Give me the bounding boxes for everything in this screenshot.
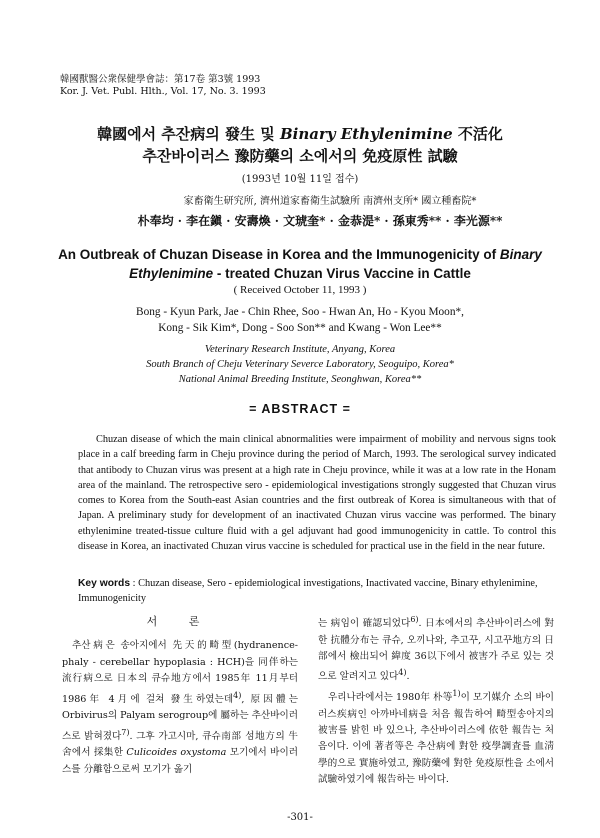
keywords-text: : Chuzan disease, Sero - epidemiological investigations, Inactivated vaccine, Binary ethylenimine, Immunogenicity xyxy=(78,578,538,605)
korean-affiliation: 家畜衛生研究所, 濟州道家畜衛生試驗所 南濟州支所* 國立種畜院* xyxy=(183,196,477,207)
english-title-line1: An Outbreak of Chuzan Disease in Korea and the Immunogenicity of Binary xyxy=(58,247,542,262)
keywords xyxy=(78,576,556,607)
korean-received-date: (1993년 10월 11일 접수) xyxy=(241,174,359,185)
affiliation-1: Veterinary Research Institute, Anyang, Korea xyxy=(204,344,396,355)
left-column xyxy=(62,608,298,778)
keywords-label: Key words xyxy=(78,578,131,589)
affiliation-3: National Animal Breeding Institute, Seonghwan, Korea** xyxy=(178,374,422,385)
section-heading: 서 론 xyxy=(146,615,214,628)
english-authors-line2: Kong - Sik Kim*, Dong - Soo Son** and Kwang - Won Lee** xyxy=(158,322,442,334)
journal-line-korean: 韓國獸醫公衆保健學會誌：第17卷 第3號 1993 xyxy=(60,74,261,85)
left-column-paragraph: 추산病은 송아지에서 先天的畸型(hydranence-phaly - cerebellar hypoplasia : HCH)을 同伴하는 流行病으로 日本의 큐슈地方에서 1985年 11月부터 1986年 4月에 걸쳐 發生하였는데$^{4)}$, 原因體는 Orbivirus의 Palyam serogroup에 屬하는 추산바이러스로 밝혀졌다$^{7)}$. 그후 가고시마, 큐슈南部 섬地方의 牛舍에서 採集한 Culicoides oxystoma 모기에서 바이러스를 分離함으로써 모기가 옮기 xyxy=(62,640,299,775)
english-received-date: ( Received October 11, 1993 ) xyxy=(233,284,367,296)
abstract-body: Chuzan disease of which the main clinical abnormalities were impairment of mobility and nervous signs took place in a calf breeding farm in Cheju province during the period of March, 1993. The serological survey indicated that antibody to Chuzan virus was present at a high rate in Cheju province, while it was at a low rate in the Honam area of the mainland. The retrospective sero - epidemiological investigations strongly suggested that Chuzan virus comes to Korea from the South-east Asian countries and the first outbreak of Korea is simultaneous with that of Japan. A preliminary study for development of an inactivated Chuzan virus vaccine was performed. The binary ethylenimine treated-tissue culture fluid with a gel adjuvant had good immunogenicity in cattle. To control this disease in Korea, an inactivated Chuzan virus vaccine is scheduled for practical use in the field in the near future. xyxy=(78,434,556,553)
page-number: -301- xyxy=(287,812,313,823)
right-column xyxy=(318,612,554,789)
right-column-paragraph-1: 는 病임이 確認되었다$^{6)}$. 日本에서의 추산바이러스에 對한 抗體分布는 큐슈, 오끼나와, 추고꾸, 시고꾸地方의 日部에서 檢出되어 緯度 36以下에서 被害가 주로 있는 것으로 알려지고 있다$^{4)}$. xyxy=(318,615,554,683)
english-authors-line1: Bong - Kyun Park, Jae - Chin Rhee, Soo - Hwan An, Ho - Kyou Moon*, xyxy=(136,306,464,318)
right-column-paragraph-2: 우리나라에서는 1980年 朴等$^{1)}$이 모기媒介 소의 바이러스疾病인 아까바네病을 처음 報告하여 畸型송아지의 被害를 밝힌 바 있으나, 추산바이러스에 依한 報告는 처음이다. 이에 著者等은 추산病에 對한 疫學調査를 血淸學的으로 實施하였고, 豫防藥에 對한 免疫原性을 소에서 試驗하였기에 報告하는 바이다. xyxy=(318,689,554,786)
korean-title-line2: 추잔바이러스 豫防藥의 소에서의 免疫原性 試驗 xyxy=(142,147,458,165)
affiliation-2: South Branch of Cheju Veterinary Severce Laboratory, Seoguipo, Korea* xyxy=(146,359,454,370)
korean-title-line1: 韓國에서 추잔病의 發生 및 Binary Ethylenimine 不活化 xyxy=(97,125,503,143)
english-title-line2: Ethylenimine - treated Chuzan Virus Vaccine in Cattle xyxy=(129,266,471,281)
journal-header xyxy=(60,74,266,98)
journal-line-english: Kor. J. Vet. Publ. Hlth., Vol. 17, No. 3. 1993 xyxy=(60,86,266,97)
abstract-heading: = ABSTRACT = xyxy=(249,402,351,416)
korean-authors: 朴奉均 · 李在鎭 · 安壽煥 · 文琥奎* · 金恭湜* · 孫東秀** · 李光源** xyxy=(137,214,503,228)
